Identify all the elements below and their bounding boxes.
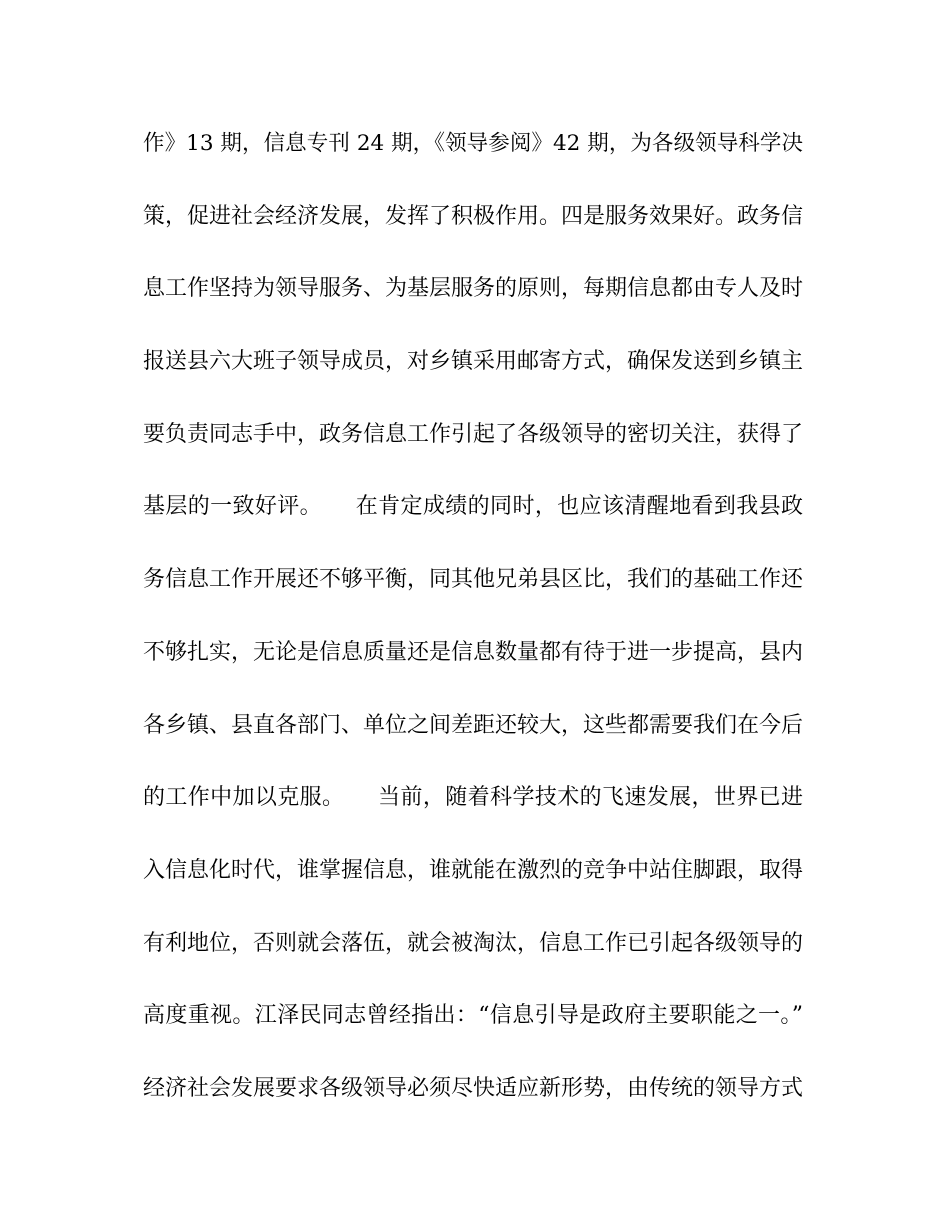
text-line-10: 的工作中加以克服。 当前，随着科学技术的飞速发展，世界已进: [143, 785, 803, 811]
text-line-2: 策，促进社会经济发展，发挥了积极作用。四是服务效果好。政务信: [143, 203, 804, 229]
text-line-1: 作》13 期，信息专刊 24 期，《领导参阅》42 期，为各级领导科学决: [143, 131, 803, 156]
text-line-8: 不够扎实，无论是信息质量还是信息数量都有待于进一步提高，县内: [143, 639, 804, 665]
text-line-14: 经济社会发展要求各级领导必须尽快适应新形势，由传统的领导方式: [143, 1075, 804, 1101]
text-line-3: 息工作坚持为领导服务、为基层服务的原则，每期信息都由专人及时: [143, 276, 804, 302]
text-line-11: 入信息化时代，谁掌握信息，谁就能在激烈的竞争中站住脚跟，取得: [143, 857, 804, 883]
text-line-12: 有利地位，否则就会落伍，就会被淘汰，信息工作已引起各级领导的: [143, 930, 804, 956]
text-line-4: 报送县六大班子领导成员，对乡镇采用邮寄方式，确保发送到乡镇主: [143, 349, 804, 375]
body-text: [143, 124, 803, 1142]
text-line-9: 各乡镇、县直各部门、单位之间差距还较大，这些都需要我们在今后: [143, 712, 804, 738]
text-line-5: 要负责同志手中，政务信息工作引起了各级领导的密切关注，获得了: [143, 421, 804, 447]
text-line-7: 务信息工作开展还不够平衡，同其他兄弟县区比，我们的基础工作还: [143, 567, 804, 593]
text-line-13: 高度重视。江泽民同志曾经指出：“信息引导是政府主要职能之一。”: [143, 1003, 803, 1029]
text-line-6: 基层的一致好评。 在肯定成绩的同时，也应该清醒地看到我县政: [143, 494, 803, 520]
